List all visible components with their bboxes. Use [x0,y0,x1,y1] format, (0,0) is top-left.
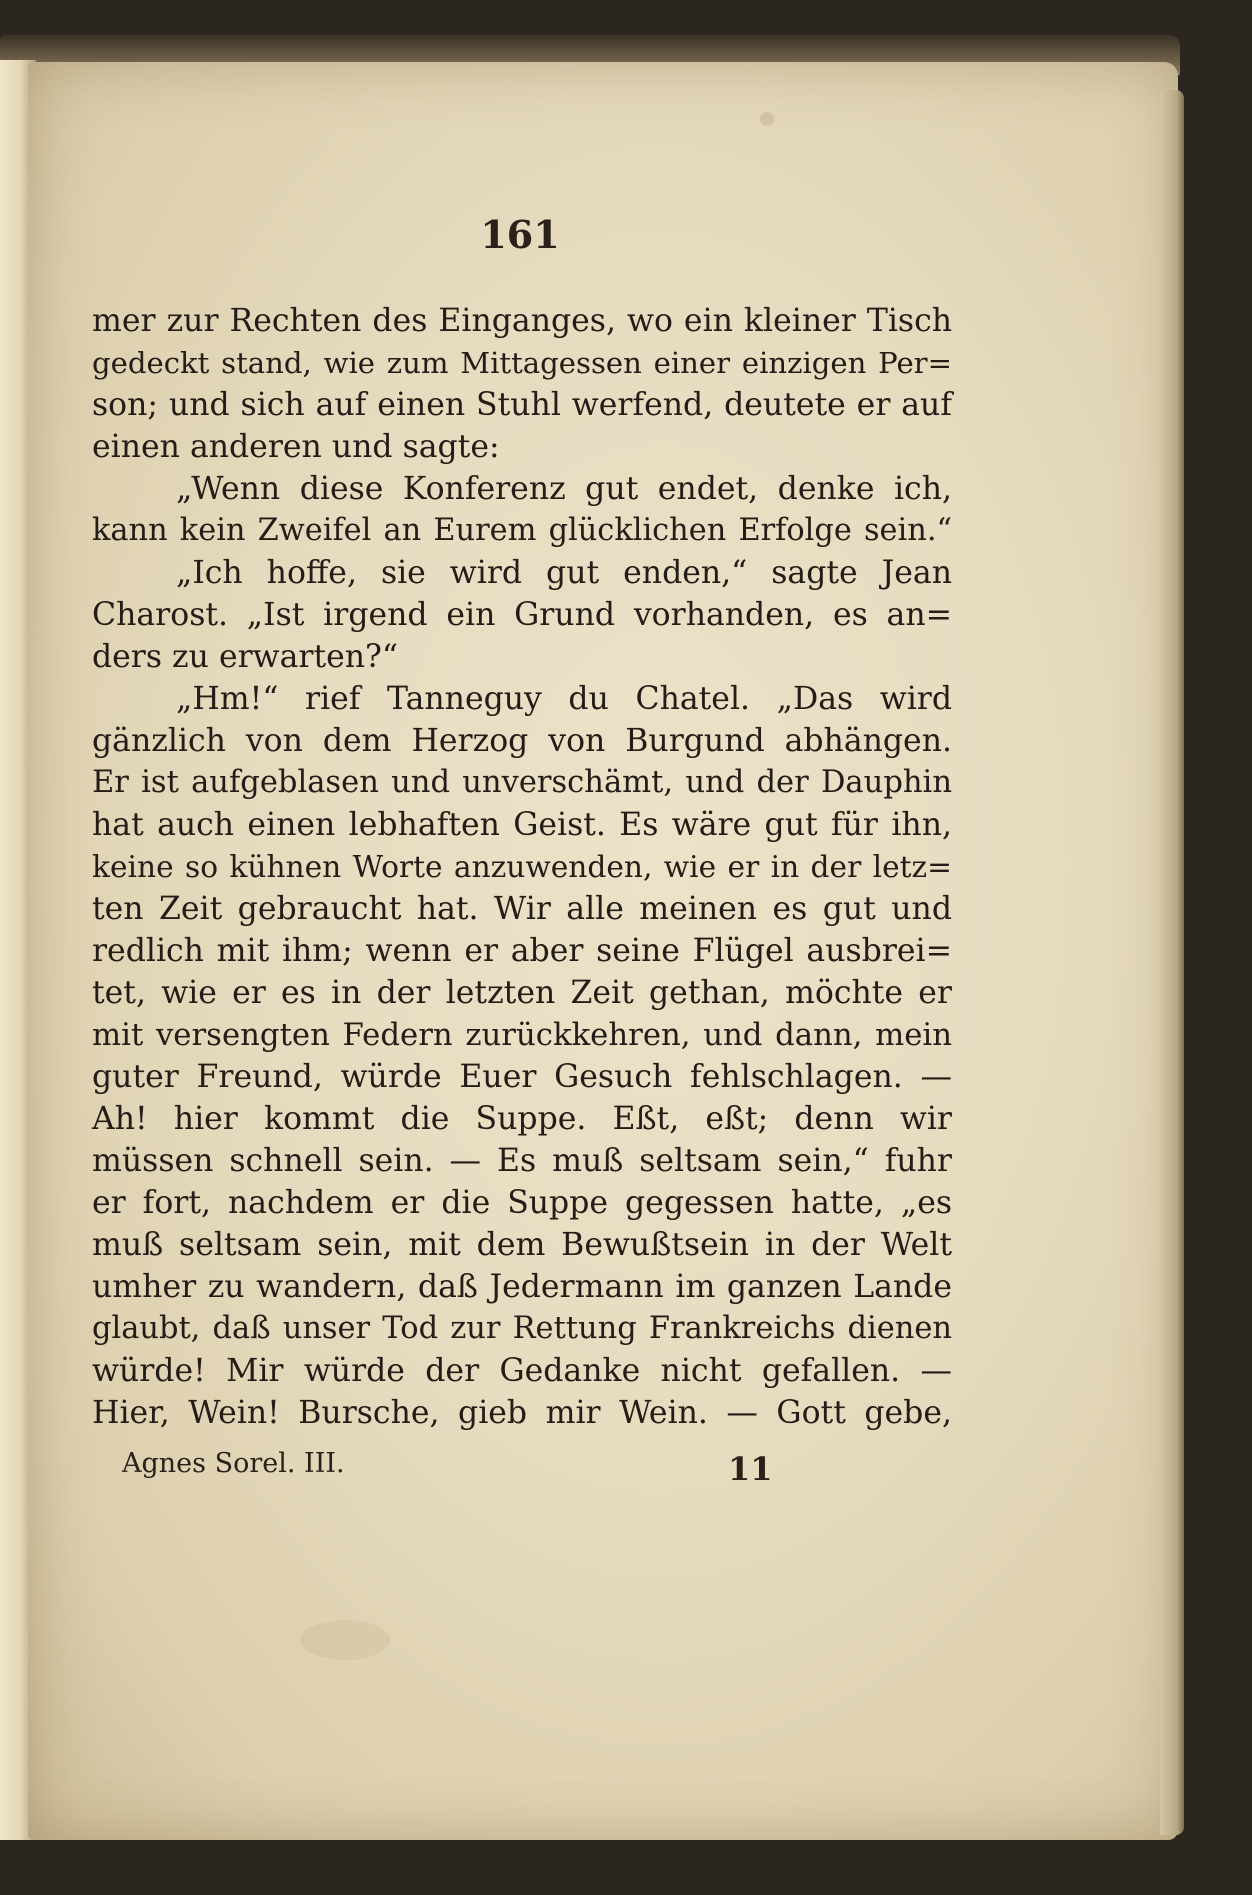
text-line: Charost. „Ist irgend ein Grund vorhanden, es an= [92,597,952,633]
text-line: „Wenn diese Konferenz gut endet, denke ich, [176,471,952,507]
page-right-edge [1160,90,1184,1835]
text-line: gedeckt stand, wie zum Mittagessen einer einzigen Per= [92,346,952,380]
text-line: muß seltsam sein, mit dem Bewußtsein in der Welt [92,1227,952,1263]
text-line: mer zur Rechten des Einganges, wo ein kleiner Tisch [92,303,952,339]
text-line: Er ist aufgeblasen und unverschämt, und der Dauphin [92,765,952,800]
paper-stain [760,112,774,126]
text-line: Ah! hier kommt die Suppe. Eßt, eßt; denn wir [92,1101,952,1137]
text-line: hat auch einen lebhaften Geist. Es wäre gut für ihn, [92,807,952,843]
text-line: glaubt, daß unser Tod zur Rettung Frankreichs dienen [92,1311,952,1346]
text-line: kann kein Zweifel an Eurem glücklichen Erfolge sein.“ [92,513,952,548]
running-footer-title: Agnes Sorel. III. [122,1448,345,1479]
text-line: würde! Mir würde der Gedanke nicht gefallen. — [92,1353,952,1389]
text-line: ders zu erwarten?“ [92,639,399,675]
text-line: ten Zeit gebraucht hat. Wir alle meinen es gut und [92,891,952,927]
text-line: einen anderen und sagte: [92,429,500,465]
page-number: 161 [480,212,560,257]
text-line: keine so kühnen Worte anzuwenden, wie er in der letz= [92,849,952,884]
text-line: tet, wie er es in der letzten Zeit gethan, möchte er [92,975,952,1011]
signature-mark: 11 [728,1450,773,1488]
text-line: mit versengten Federn zurückkehren, und dann, mein [92,1017,952,1053]
text-line: son; und sich auf einen Stuhl werfend, deutete er auf [92,387,952,423]
text-line: guter Freund, würde Euer Gesuch fehlschlagen. — [92,1059,952,1095]
text-line: er fort, nachdem er die Suppe gegessen hatte, „es [92,1185,952,1221]
text-line: redlich mit ihm; wenn er aber seine Flügel ausbrei= [92,933,952,969]
text-line: „Hm!“ rief Tanneguy du Chatel. „Das wird [176,681,952,717]
text-line: umher zu wandern, daß Jedermann im ganzen Lande [92,1269,952,1305]
text-line: müssen schnell sein. — Es muß seltsam sein,“ fuhr [92,1143,952,1179]
page-body [92,300,952,1434]
text-line: gänzlich von dem Herzog von Burgund abhängen. [92,723,952,759]
text-line: Hier, Wein! Bursche, gieb mir Wein. — Gott gebe, [92,1395,952,1431]
paper-stain [300,1620,390,1660]
text-line: „Ich hoffe, sie wird gut enden,“ sagte Jean [176,555,952,591]
